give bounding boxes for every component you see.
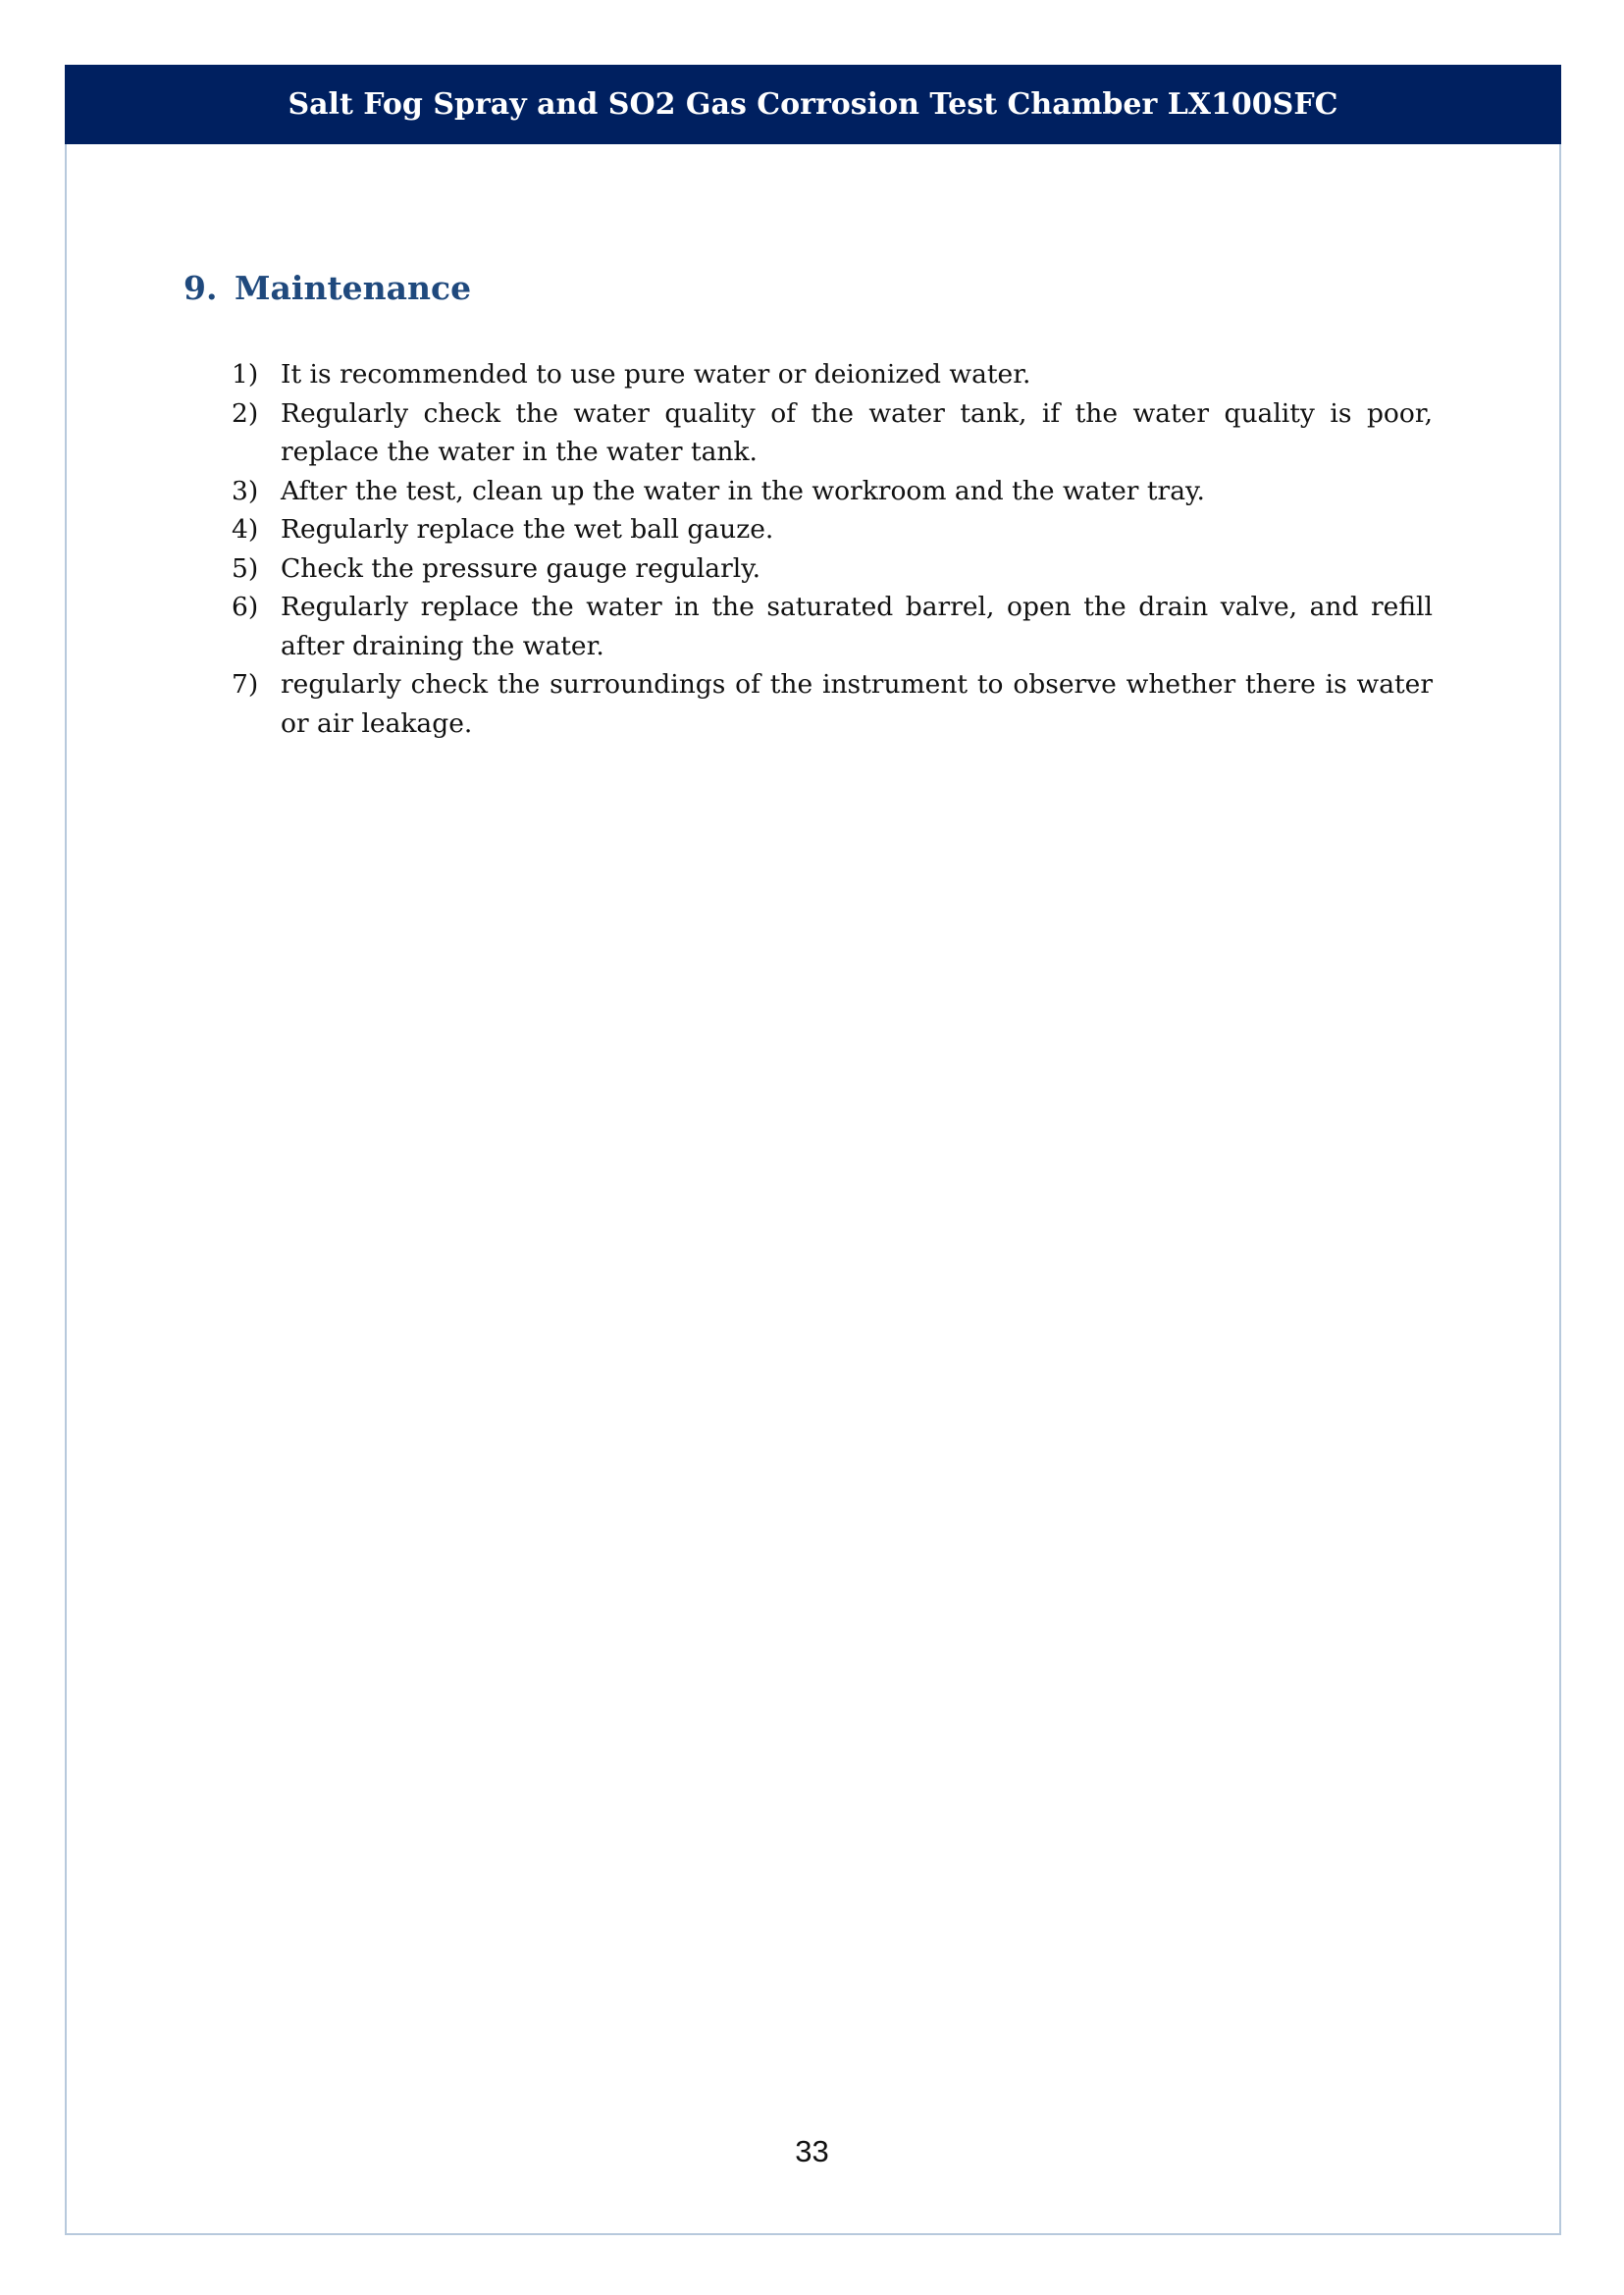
section-heading [183, 269, 471, 307]
list-item-number: 7) [232, 669, 259, 700]
list-item [232, 665, 1433, 743]
page-number: 33 [795, 2134, 829, 2168]
list-item [232, 549, 1433, 589]
section-number: 9. [183, 269, 218, 307]
list-item-text: regularly check the surroundings of the instrument to observe whether there is water or air leakage. [281, 669, 1433, 739]
list-item-text: It is recommended to use pure water or deionized water. [281, 359, 1031, 390]
list-item-text: Regularly replace the wet ball gauze. [281, 514, 774, 545]
section-title: Maintenance [235, 269, 472, 307]
list-item-number: 2) [232, 397, 259, 429]
list-item-number: 1) [232, 359, 259, 390]
list-item-text: Check the pressure gauge regularly. [281, 552, 761, 584]
list-item [232, 394, 1433, 472]
list-item-text: After the test, clean up the water in the workroom and the water tray. [281, 475, 1205, 506]
list-item-number: 4) [232, 514, 259, 545]
list-item [232, 472, 1433, 511]
maintenance-list [232, 355, 1433, 743]
document-header [65, 65, 1561, 144]
document-title: Salt Fog Spray and SO2 Gas Corrosion Test Chamber LX100SFC [288, 87, 1338, 122]
list-item [232, 588, 1433, 665]
list-item-text: Regularly check the water quality of the water tank, if the water quality is poor, replace the water in the water tank. [281, 397, 1433, 467]
list-item [232, 510, 1433, 549]
list-item-number: 5) [232, 552, 259, 584]
list-item-text: Regularly replace the water in the saturated barrel, open the drain valve, and refill after draining the water. [281, 592, 1433, 661]
list-item-number: 6) [232, 592, 259, 622]
list-item [232, 355, 1433, 394]
list-item-number: 3) [232, 475, 259, 506]
